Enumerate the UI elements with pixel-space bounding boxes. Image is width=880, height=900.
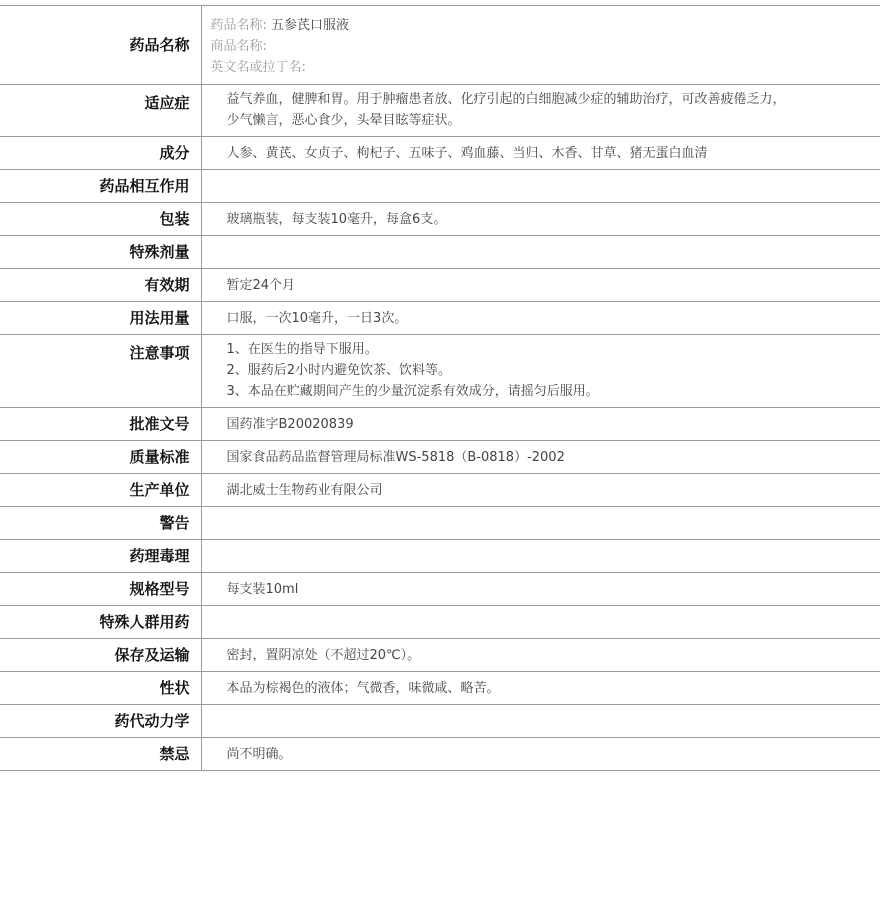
- label-contraindications: 禁忌: [0, 738, 201, 771]
- label-manufacturer: 生产单位: [0, 474, 201, 507]
- value-packaging: 玻璃瓶装，每支装10毫升，每盒6支。: [201, 203, 880, 236]
- generic-name-key: 药品名称:: [210, 18, 267, 33]
- english-name-key: 英文名或拉丁名:: [210, 60, 306, 75]
- value-specification: 每支装10ml: [201, 573, 880, 606]
- trade-name-key: 商品名称:: [210, 39, 267, 54]
- label-storage: 保存及运输: [0, 639, 201, 672]
- value-ingredients: 人参、黄芪、女贞子、枸杞子、五味子、鸡血藤、当归、木香、甘草、猪无蛋白血清: [201, 137, 880, 170]
- drug-names-block: [201, 6, 880, 85]
- row-contraindications: [0, 738, 880, 771]
- row-interactions: [0, 170, 880, 203]
- label-indications: 适应症: [0, 85, 201, 137]
- value-shelf-life: 暂定24个月: [201, 269, 880, 302]
- row-specification: [0, 573, 880, 606]
- value-warning: [201, 507, 880, 540]
- label-usage: 用法用量: [0, 302, 201, 335]
- precaution-item: 2、服药后2小时内避免饮茶、饮料等。: [226, 363, 452, 378]
- label-precautions: 注意事项: [0, 335, 201, 408]
- generic-name-value: 五参芪口服液: [271, 18, 350, 33]
- value-storage: 密封，置阴凉处（不超过20℃）。: [201, 639, 880, 672]
- value-usage: 口服，一次10毫升，一日3次。: [201, 302, 880, 335]
- label-appearance: 性状: [0, 672, 201, 705]
- row-shelf-life: [0, 269, 880, 302]
- row-warning: [0, 507, 880, 540]
- label-pharmacology: 药理毒理: [0, 540, 201, 573]
- row-packaging: [0, 203, 880, 236]
- row-storage: [0, 639, 880, 672]
- row-drug-names: [0, 6, 880, 85]
- label-special-dosage: 特殊剂量: [0, 236, 201, 269]
- label-drug-name: 药品名称: [0, 6, 201, 85]
- label-ingredients: 成分: [0, 137, 201, 170]
- row-pharmacology: [0, 540, 880, 573]
- value-contraindications: 尚不明确。: [201, 738, 880, 771]
- row-quality-standard: [0, 441, 880, 474]
- value-manufacturer: 湖北威士生物药业有限公司: [201, 474, 880, 507]
- label-special-population: 特殊人群用药: [0, 606, 201, 639]
- label-pharmacokinetics: 药代动力学: [0, 705, 201, 738]
- generic-name-line: [211, 15, 880, 36]
- row-special-population: [0, 606, 880, 639]
- value-pharmacology: [201, 540, 880, 573]
- label-shelf-life: 有效期: [0, 269, 201, 302]
- label-quality-standard: 质量标准: [0, 441, 201, 474]
- trade-name-line: [211, 36, 880, 57]
- precaution-item: 3、本品在贮藏期间产生的少量沉淀系有效成分，请摇匀后服用。: [226, 384, 599, 399]
- row-manufacturer: [0, 474, 880, 507]
- value-approval-number: 国药准字B20020839: [201, 408, 880, 441]
- row-indications: [0, 85, 880, 137]
- label-approval-number: 批准文号: [0, 408, 201, 441]
- value-pharmacokinetics: [201, 705, 880, 738]
- row-pharmacokinetics: [0, 705, 880, 738]
- value-interactions: [201, 170, 880, 203]
- row-precautions: [0, 335, 880, 408]
- value-special-dosage: [201, 236, 880, 269]
- value-special-population: [201, 606, 880, 639]
- label-specification: 规格型号: [0, 573, 201, 606]
- row-appearance: [0, 672, 880, 705]
- row-approval-number: [0, 408, 880, 441]
- drug-info-table: [0, 5, 880, 771]
- value-precautions: [201, 335, 880, 408]
- row-usage: [0, 302, 880, 335]
- label-packaging: 包装: [0, 203, 201, 236]
- row-ingredients: [0, 137, 880, 170]
- label-interactions: 药品相互作用: [0, 170, 201, 203]
- value-appearance: 本品为棕褐色的液体；气微香，味微咸、略苦。: [201, 672, 880, 705]
- label-warning: 警告: [0, 507, 201, 540]
- row-special-dosage: [0, 236, 880, 269]
- precaution-item: 1、在医生的指导下服用。: [226, 342, 378, 357]
- english-name-line: [211, 57, 880, 78]
- value-indications: 益气养血，健脾和胃。用于肿瘤患者放、化疗引起的白细胞减少症的辅助治疗，可改善疲倦乏力，少气懒言，恶心食少，头晕目眩等症状。: [201, 85, 880, 137]
- value-quality-standard: 国家食品药品监督管理局标准WS-5818（B-0818）-2002: [201, 441, 880, 474]
